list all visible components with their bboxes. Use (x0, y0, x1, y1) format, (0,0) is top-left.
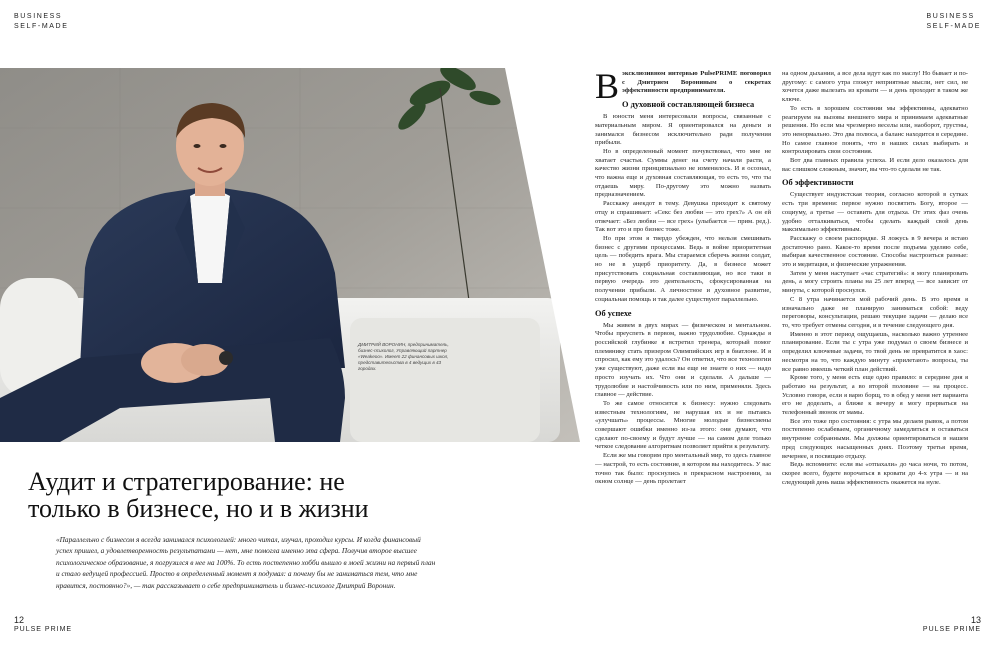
section-label-right (927, 12, 981, 32)
portrait-photo (0, 68, 580, 442)
paragraph: В юности меня интересовали вопросы, связанные с материальным миром. Я ориентировался на деньги и занимался бизнесом исключительно ради получения прибыли. (595, 113, 771, 147)
magazine-name: PULSE PRIME (14, 626, 73, 633)
article-lead: «Параллельно с бизнесом я всегда занимался психологией: много читал, изучал, проходил курсы. И когда финансовый успех пришел, а удовлетворенность результатами — нет, мне помогла именно эта сфера. Получив второе высшее психологическое образование, я погрузился в нее на 100%. То есть постепенно хобби вышло в моей жизни на первый план и стало ведущей профессией. Просто в определенный момент я подумал: а почему бы не заниматься тем, что мне нравится, постоянно?», — так рассказывает о себе предприниматель и бизнес-психолог Дмитрий Воронин. (56, 535, 436, 590)
subheading-success: Об успехе (595, 308, 632, 318)
drop-cap: В (595, 70, 620, 106)
footer-right (923, 615, 981, 635)
page-number: 12 (14, 615, 25, 625)
section-label-business: BUSINESS (926, 13, 975, 20)
intro-text: эксклюзивном интервью PulsePRIME поговорил с Дмитрием Ворониным о секретах эффективности предпринимателя. (622, 70, 771, 95)
paragraph: Если же мы говорим про ментальный мир, то здесь главное — настрой, то есть состояние, в котором вы находитесь. У вас точно так было: проснулись в прекрасном настроении, за окном солнце — день пролетает (595, 452, 771, 486)
magazine-name: PULSE PRIME (922, 626, 981, 633)
footer-left (14, 615, 72, 635)
article-headline: Аудит и стратегирование: не только в бизнесе, но и в жизни (28, 467, 369, 523)
paragraph: Расскажу о своем распорядке. Я ложусь в 9 вечера и встаю достаточно рано. Какое-то время после подъема уделяю себе, выбирая качественное состояние. Способы настроиться разные: это и медитация, и физические упражнения. (782, 234, 968, 269)
paragraph: Расскажу анекдот в тему. Девушка приходит к святому отцу и спрашивает: «Секс без любви — это грех?» А он ей отвечает: «Без любви — все грех» (улыбается — прим. ред.). Так вот это и про бизнес тоже. (595, 200, 771, 234)
page-number: 13 (970, 615, 981, 625)
subheading-efficiency: Об эффективности (782, 178, 854, 188)
paragraph: Ведь вспомните: если вы «отпахали» до часа ночи, то потом, скорее всего, будете ворочаться в кровати до 4-х утра — и на следующий день ваша эффективность окажется на нуле. (782, 461, 968, 486)
paragraph: Именно в этот период ощущаешь, насколько важно утреннее планирование. Если ты с утра уже подумал о своем бизнесе и определил ключевые задачи, то твой день не превратится в хаос: несмотря на то, что каждую минуту «прилетают» вопросы, ты все равно имеешь четкий план действий. (782, 330, 968, 373)
paragraph: Мы живем в двух мирах — физическом и ментальном. Чтобы преуспеть в первом, важно трудолюбие. Однажды я российской глубинке я встретил тренера, который помог племянику стать призером Олимпийских игр в биатлоне. И я спросил, как ему это удалось? Он ответил, что все технологии уже существуют, даже если вы еще не знаете о них — надо просто изучать их. Что они и сделали. А дальше — трудолюбие и настойчивость или по ним, применяли. Здесь главное — действие. (595, 321, 771, 399)
paragraph: То же самое относится к бизнесу: нужно следовать известным технологиям, не нарушая их и не пытаясь «улучшать» процессы. Многие молодые бизнесмены совершают ошибки именно из-за этого: они думают, что сделают по-своему и будут лучше — на самом деле только четкое следование алгоритмам позволяет прийти к результату. (595, 399, 771, 451)
paragraph: Но при этом я твердо убежден, что нельзя смешивать бизнес с другими процессами. Ведь в войне приоритетная цель — победить врага. Мы стараемся сберечь жизни солдат, но не в ущерб приоритету. Да, в бизнесе может присутствовать социальная составляющая, но все таки в первую очередь это деятельность, сфокусированная на получении прибыли. А личностное и духовное развитие, социальная помощь и так далее существуют параллельно. (595, 234, 771, 303)
paragraph: Затем у меня наступает «час стратегий»: я могу планировать день, а могу строить планы на 25 лет вперед — все зависит от минуты, с которой проснулся. (782, 269, 968, 295)
article-column-2 (782, 70, 968, 620)
subheading-spiritual: О духовной составляющей бизнеса (622, 100, 755, 110)
section-label-business: BUSINESS (14, 13, 63, 20)
article-column-1 (595, 70, 771, 620)
section-label-self-made: SELF-MADE (926, 23, 981, 30)
section-label-left (14, 12, 68, 32)
paragraph: То есть в хорошем состоянии мы эффективны, адекватно реагируем на вызовы внешнего мира и принимаем адекватные решения. Но если мы чрезмерно веселы или, наоборот, грустны, это ненормально. Это два полюса, а баланс находится в середине. Но самое главное понять, что в наших силах выбирать и контролировать свои состояния. (782, 104, 968, 156)
paragraph: Кроме того, у меня есть еще одно правило: в середине дня я работаю на результат, а во второй половине — на процесс. Условно говоря, если я варю борщ, то в обед у меня нет варианта его не доделать, а ближе к вечеру я могу прерваться на телефонный звонок от мамы. (782, 374, 968, 417)
paragraph: Вот два главных правила успеха. И если дело оказалось для вас слишком сложным, значит, вы что-то сделали не так. (782, 157, 968, 173)
paragraph: Существует индуистская теория, согласно которой в сутках есть три времени: первое нужно посвятить Богу, второе — социуму, а третье — оставить для отдыха. От этих фаз очень удобно отталкиваться, чтобы сделать каждый свой день максимально эффективным. (782, 191, 968, 234)
photo-caption: ДМИТРИЙ ВОРОНИН, предприниматель, бизнес-психолог, Управляющий партнер «Weakeoo». Имеет 22 финансовых школ, представительства в 4 ведущих в 43 городах. (358, 342, 449, 371)
section-label-self-made: SELF-MADE (14, 23, 69, 30)
paragraph: С 8 утра начинается мой рабочий день. В это время я изначально даже не планирую заниматься собой: веду переговоры, консультации, решаю текущие задачи — делаю все то, что требует отмены сегодня, и в течение следующего дня. (782, 295, 968, 329)
paragraph: на одном дыхании, а все дела идут как по маслу! Но бывает и по-другому: с самого утра гложут неприятные мысли, нет сил, не хочется даже вылезать из кровати — и день проходит в таком же ключе. (782, 70, 968, 104)
paragraph: Все это тоже про состояния: с утра мы делаем рывок, а потом постепенно ослабеваем, органичному замедлиться и оставаться внутренне собранными. Мы должны ориентироваться в нашем пред следующих насыщенных днях. Поэтому третья время, вечернее, я посвящаю отдыху. (782, 417, 968, 460)
paragraph: Но в определенный момент почувствовал, что мне не хватает счастья. Суммы денег на счету начали расти, а качество жизни принципиально не изменилось. И я осознал, что важна еще и духовная составляющая, то есть то, что ты отдаешь миру. По-другому это можно назвать предназначением. (595, 147, 771, 199)
